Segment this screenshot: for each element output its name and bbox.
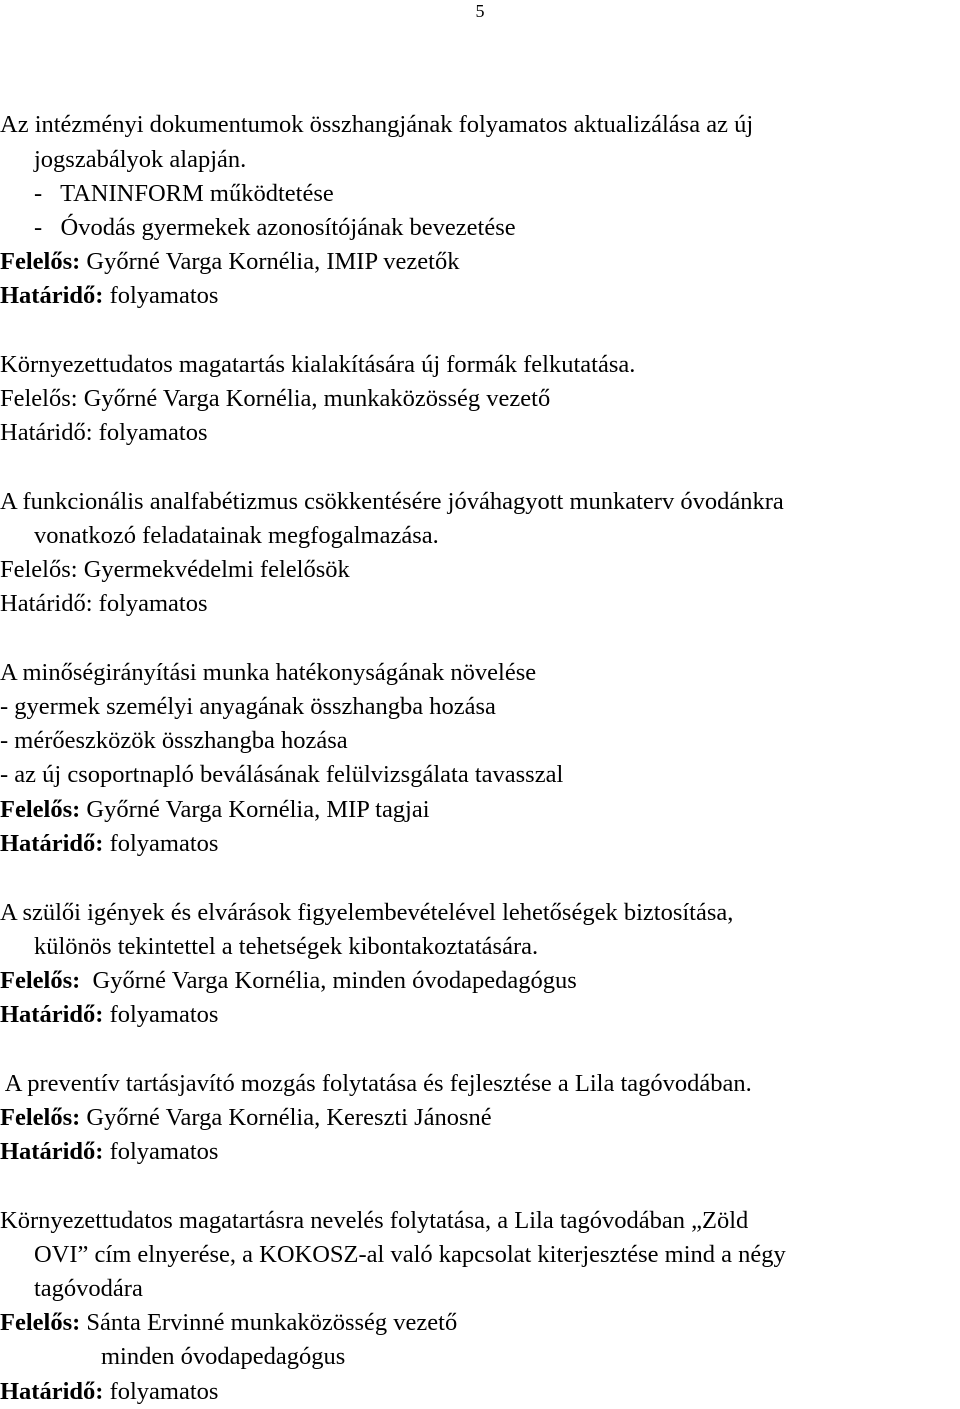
- paragraph-line: - TANINFORM működtetése: [34, 180, 334, 207]
- deadline-label: Határidő:: [0, 1378, 104, 1405]
- deadline-value: folyamatos: [103, 1001, 219, 1028]
- responsible-value: Győrné Varga Kornélia, MIP tagjai: [80, 796, 430, 823]
- responsible-line: [0, 245, 459, 279]
- deadline-label: Határidő:: [0, 590, 93, 617]
- responsible-value: Győrné Varga Kornélia, Kereszti Jánosné: [80, 1104, 492, 1131]
- paragraph-line: Az intézményi dokumentumok összhangjának folyamatos aktualizálása az új: [0, 111, 754, 138]
- responsible-label: Felelős:: [0, 967, 81, 994]
- paragraph-line: - Óvodás gyermekek azonosítójának bevezetése: [34, 214, 516, 241]
- paragraph-line: OVI” cím elnyerése, a KOKOSZ-al való kapcsolat kiterjesztése mind a négy: [34, 1241, 786, 1268]
- deadline-label: Határidő:: [0, 1138, 104, 1165]
- deadline-label: Határidő:: [0, 419, 93, 446]
- deadline-value: folyamatos: [103, 1138, 219, 1165]
- paragraph-line: A funkcionális analfabétizmus csökkentésére jóváhagyott munkaterv óvodánkra: [0, 488, 784, 515]
- deadline-label: Határidő:: [0, 1001, 104, 1028]
- deadline-value: folyamatos: [92, 419, 208, 446]
- deadline-value: folyamatos: [103, 1378, 219, 1405]
- responsible-line: [0, 1306, 457, 1340]
- paragraph-line: tagóvodára: [34, 1275, 143, 1302]
- deadline-label: Határidő:: [0, 830, 104, 857]
- paragraph-line: Környezettudatos magatartásra nevelés folytatása, a Lila tagóvodában „Zöld: [0, 1207, 749, 1234]
- paragraph-line: A szülői igények és elvárások figyelembevételével lehetőségek biztosítása,: [0, 899, 734, 926]
- deadline-line: [0, 1375, 218, 1409]
- deadline-line: [0, 1135, 218, 1169]
- paragraph-line: - az új csoportnapló beválásának felülvizsgálata tavasszal: [0, 761, 564, 788]
- responsible-line: [0, 964, 577, 998]
- responsible-line: [0, 1101, 492, 1135]
- paragraph-line: - mérőeszközök összhangba hozása: [0, 727, 348, 754]
- deadline-label: Határidő:: [0, 282, 104, 309]
- deadline-value: folyamatos: [103, 282, 219, 309]
- paragraph-line: jogszabályok alapján.: [34, 146, 247, 173]
- responsible-value: Gyermekvédelmi felelősök: [77, 556, 350, 583]
- responsible-label: Felelős:: [0, 385, 78, 412]
- responsible-line: [0, 382, 550, 416]
- deadline-line: [0, 827, 218, 861]
- deadline-line: [0, 416, 208, 450]
- responsible-value: Győrné Varga Kornélia, minden óvodapedagógus: [80, 967, 577, 994]
- paragraph-line: különös tekintettel a tehetségek kibontakoztatására.: [34, 933, 539, 960]
- deadline-line: [0, 998, 218, 1032]
- paragraph-line: Környezettudatos magatartás kialakítására új formák felkutatása.: [0, 351, 636, 378]
- page-number: 5: [475, 1, 485, 21]
- deadline-line: [0, 587, 208, 621]
- responsible-label: Felelős:: [0, 796, 81, 823]
- deadline-value: folyamatos: [92, 590, 208, 617]
- responsible-line: [0, 553, 350, 587]
- deadline-value: folyamatos: [103, 830, 219, 857]
- responsible-value: Sánta Ervinné munkaközösség vezető: [80, 1309, 458, 1336]
- deadline-line: [0, 279, 218, 313]
- responsible-label: Felelős:: [0, 556, 78, 583]
- responsible-extra-line: minden óvodapedagógus: [101, 1343, 346, 1370]
- responsible-line: [0, 793, 430, 827]
- paragraph-line: - gyermek személyi anyagának összhangba hozása: [0, 693, 496, 720]
- responsible-value: Győrné Varga Kornélia, munkaközösség vezető: [77, 385, 551, 412]
- responsible-label: Felelős:: [0, 1309, 81, 1336]
- responsible-value: Győrné Varga Kornélia, IMIP vezetők: [80, 248, 460, 275]
- paragraph-line: A preventív tartásjavító mozgás folytatása és fejlesztése a Lila tagóvodában.: [0, 1070, 752, 1097]
- responsible-label: Felelős:: [0, 248, 81, 275]
- responsible-label: Felelős:: [0, 1104, 81, 1131]
- paragraph-line: A minőségirányítási munka hatékonyságának növelése: [0, 659, 537, 686]
- paragraph-line: vonatkozó feladatainak megfogalmazása.: [34, 522, 439, 549]
